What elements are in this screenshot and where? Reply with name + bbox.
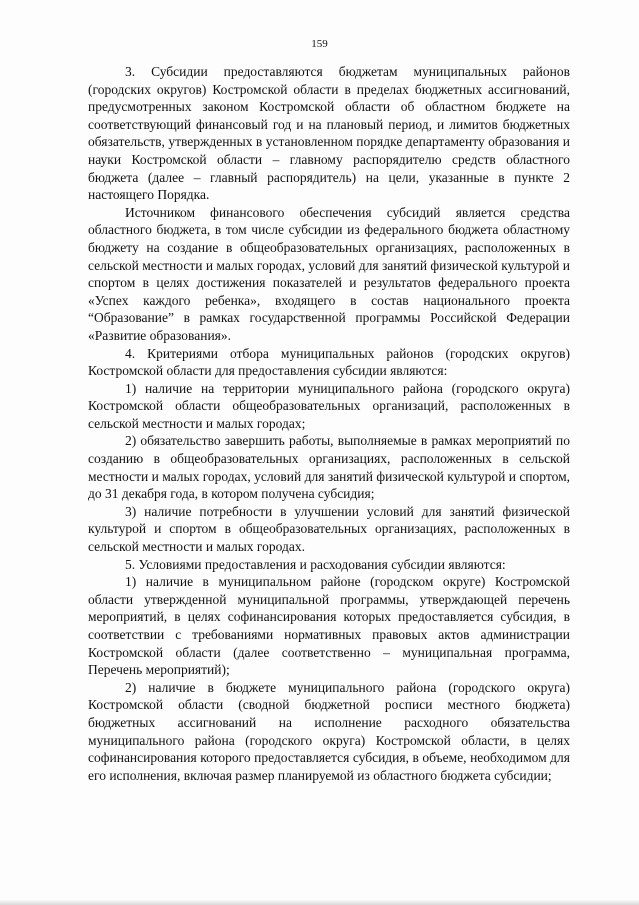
list-item-criterion-1: 1) наличие на территории муниципального района (городского округа) Костромской области общеобразовательных организаций, расположенных в сельской местности и малых городах; bbox=[88, 380, 570, 431]
paragraph-conditions: 5. Условиями предоставления и расходования субсидии являются: bbox=[125, 556, 506, 572]
list-item-criterion-2: 2) обязательство завершить работы, выполняемые в рамках мероприятий по созданию в общеобразовательных организациях, расположенных в сельской местности и малых городах, условий для занятий физической культурой и спортом, до 31 декабря года, в котором получена субсидия; bbox=[88, 433, 570, 502]
paragraph-subsidy-budgets: 3. Субсидии предоставляются бюджетам муниципальных районов (городских округов) Костромской области в пределах бюджетных ассигнований, предусмотренных законом Костромской области об областном бюджете на соответствующий финансовый год и на плановый период, и лимитов бюджетных обязательств, утвержденных в установленном порядке департаменту образования и науки Костромской области – главному распорядителю средств областного бюджета (далее – главный распорядитель) на цели, указанные в пункте 2 настоящего Порядка. bbox=[88, 64, 570, 203]
list-item-condition-2: 2) наличие в бюджете муниципального района (городского округа) Костромской области (сводной бюджетной росписи местного бюджета) бюджетных ассигнований на исполнение расходного обязательства муниципального района (городского округа) Костромской области, в целях софинансирования которого предоставляется субсидия, в объеме, необходимом для его исполнения, включая размер планируемой из областного бюджета субсидии; bbox=[88, 679, 570, 783]
document-body bbox=[88, 63, 570, 784]
page-bottom-edge bbox=[0, 899, 639, 905]
list-item-condition-1: 1) наличие в муниципальном районе (городском округе) Костромской области утвержденной муниципальной программы, утверждающей перечень мероприятий, в целях софинансирования которых предоставляется субсидия, в соответствии с требованиями нормативных правовых актов администрации Костромской области (далее соответственно – муниципальная программа, Перечень мероприятий); bbox=[88, 574, 570, 678]
list-item-criterion-3: 3) наличие потребности в улучшении условий для занятий физической культурой и спортом в общеобразовательных организациях, расположенных в сельской местности и малых городах. bbox=[88, 503, 570, 555]
page-number: 159 bbox=[311, 38, 328, 50]
paragraph-funding-source: Источником финансового обеспечения субсидий является средства областного бюджета, в том числе субсидии из федерального бюджета областному бюджету на создание в общеобразовательных организациях, расположенных в сельской местности и малых городах, условий для занятий физической культурой и спортом в целях достижения показателей и результатов федерального проекта «Успех каждого ребенка», входящего в состав национального проекта “Образование” в рамках государственной программы Российской Федерации «Развитие образования». bbox=[88, 204, 570, 343]
paragraph-selection-criteria: 4. Критериями отбора муниципальных районов (городских округов) Костромской области для предоставления субсидии являются: bbox=[88, 345, 570, 379]
